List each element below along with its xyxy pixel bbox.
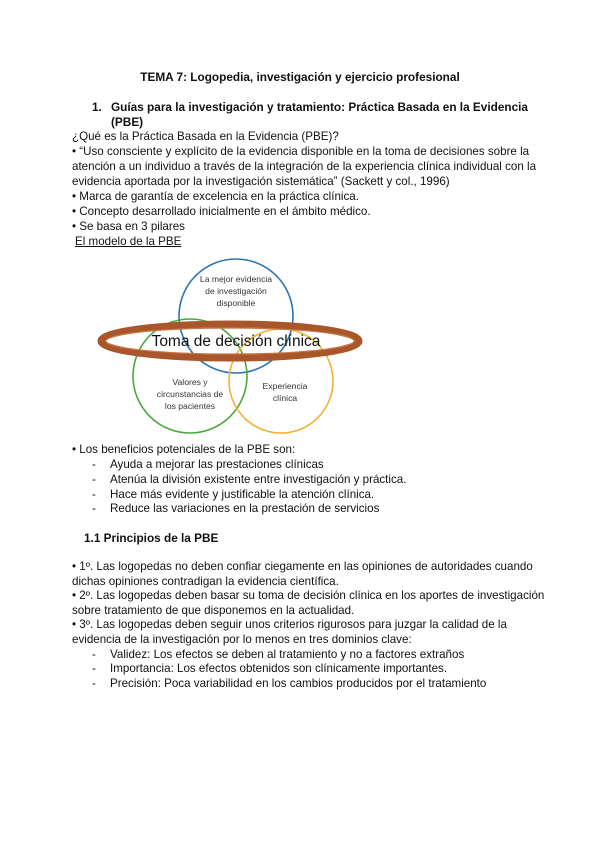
bullet-item: • Marca de garantía de excelencia en la práctica clínica. <box>72 190 359 203</box>
right-circle-label: Experiencia <box>262 381 308 391</box>
top-circle-label: de investigación <box>205 286 267 296</box>
top-circle-label: La mejor evidencia <box>199 274 273 284</box>
principle-2-line: • 2º. Las logopedas deben basar su toma de decisión clínica en los aportes de investigación <box>72 589 545 602</box>
benefits-intro: • Los beneficios potenciales de la PBE son: <box>72 443 296 456</box>
center-label: Toma de decisión clínica <box>151 333 321 350</box>
benefit-item: Hace más evidente y justificable la atención clínica. <box>110 488 375 501</box>
section-1-heading-cont: (PBE) <box>111 115 144 129</box>
dash-marker: - <box>92 473 96 486</box>
section-1-1-heading: 1.1 Principios de la PBE <box>84 531 219 545</box>
principle-3-line: • 3º. Las logopedas deben seguir unos criterios rigurosos para juzgar la calidad de la <box>72 618 507 631</box>
bullet-item: • Se basa en 3 pilares <box>72 220 185 233</box>
benefit-item: Atenúa la división existente entre investigación y práctica. <box>110 473 407 486</box>
dash-marker: - <box>92 648 96 661</box>
dash-marker: - <box>92 488 96 501</box>
left-circle-label: circunstancias de <box>156 389 224 399</box>
section-1-number: 1. <box>92 100 102 114</box>
benefit-item: Ayuda a mejorar las prestaciones clínicas <box>110 458 324 471</box>
pbe-question: ¿Qué es la Práctica Basada en la Evidencia (PBE)? <box>72 130 339 143</box>
principle-1-line: • 1º. Las logopedas no deben confiar ciegamente en las opiniones de autoridades cuando <box>72 560 533 573</box>
dash-marker: - <box>92 458 96 471</box>
dash-marker: - <box>92 502 96 515</box>
model-label: El modelo de la PBE <box>75 235 182 248</box>
dash-marker: - <box>92 662 96 675</box>
criteria-item: Precisión: Poca variabilidad en los cambios producidos por el tratamiento <box>110 677 487 690</box>
page-title: TEMA 7: Logopedia, investigación y ejercicio profesional <box>140 70 460 84</box>
dash-marker: - <box>92 677 96 690</box>
left-circle-label: Valores y <box>172 377 208 387</box>
definition-line: • “Uso consciente y explícito de la evidencia disponible en la toma de decisiones sobre la <box>72 145 530 158</box>
section-1-heading: Guías para la investigación y tratamiento: Práctica Basada en la Evidencia <box>111 100 528 114</box>
right-circle-label: clínica <box>272 393 298 403</box>
criteria-item: Validez: Los efectos se deben al tratamiento y no a factores extraños <box>110 648 465 661</box>
top-circle-label: disponible <box>216 298 256 308</box>
principle-3-line: evidencia de la investigación por lo menos en tres dominios clave: <box>72 633 412 646</box>
definition-line: atención a un individuo a través de la integración de la experiencia clínica individual con la <box>72 160 537 173</box>
left-circle-label: los pacientes <box>164 401 216 411</box>
bullet-item: • Concepto desarrollado inicialmente en el ámbito médico. <box>72 205 371 218</box>
benefit-item: Reduce las variaciones en la prestación de servicios <box>110 502 380 515</box>
criteria-item: Importancia: Los efectos obtenidos son clínicamente importantes. <box>110 662 448 675</box>
principle-1-line: dichas opiniones contradigan la evidencia científica. <box>72 575 339 588</box>
definition-line: evidencia aportada por la investigación sistemática” (Sackett y col., 1996) <box>72 175 450 188</box>
principle-2-line: sobre tratamiento de que disponemos en la actualidad. <box>72 604 355 617</box>
